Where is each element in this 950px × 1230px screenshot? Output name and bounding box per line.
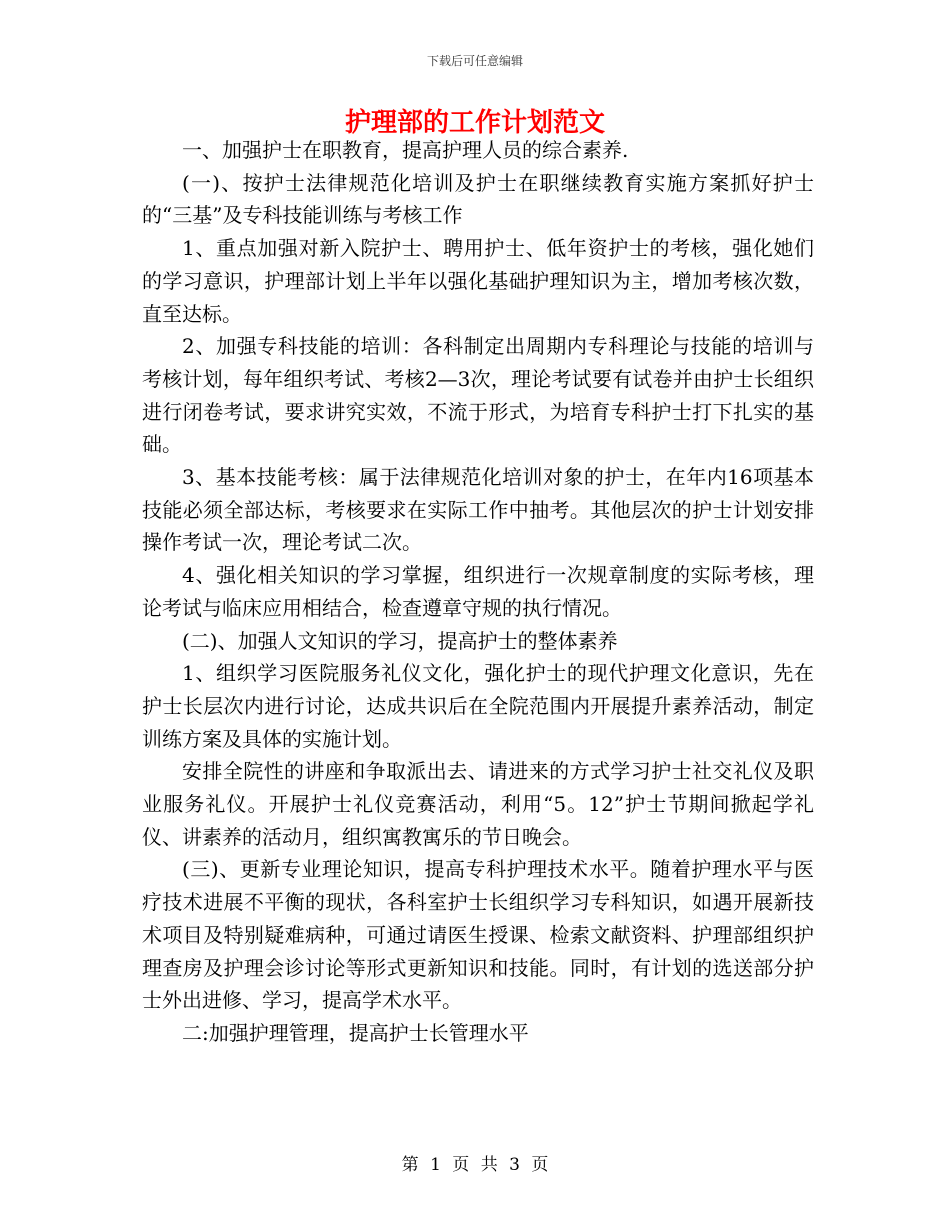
document-body — [142, 134, 814, 1050]
footer-total-unit: 页 — [531, 1155, 549, 1175]
footer-page-number: 1 — [430, 1155, 441, 1175]
paragraph-etiquette-activities: 安排全院性的讲座和争取派出去、请进来的方式学习护士社交礼仪及职业服务礼仪。开展护士礼仪竞赛活动，利用“5。12”护士节期间掀起学礼仪、讲素养的活动月，组织寓教寓乐的节日晚会。 — [142, 759, 814, 849]
footer-total-pages: 3 — [509, 1155, 520, 1175]
paragraph-item-3: 3、基本技能考核：属于法律规范化培训对象的护士，在年内16项基本技能必须全部达标，考核要求在实际工作中抽考。其他层次的护士计划安排操作考试一次，理论考试二次。 — [142, 465, 814, 555]
paragraph-subsection-1: (一)、按护士法律规范化培训及护士在职继续教育实施方案抓好护士的“三基”及专科技能训练与考核工作 — [142, 170, 814, 228]
paragraph-subsection-2: (二)、加强人文知识的学习，提高护士的整体素养 — [182, 628, 618, 653]
footer-total-label: 共 — [480, 1155, 498, 1175]
footer-page-label: 第 — [401, 1155, 419, 1175]
paragraph-item-2: 2、加强专科技能的培训：各科制定出周期内专科理论与技能的培训与考核计划，每年组织考试、考核2—3次，理论考试要有试卷并由护士长组织进行闭卷考试，要求讲究实效，不流于形式，为培育专科护士打下扎实的基础。 — [142, 334, 814, 457]
paragraph-item-1: 1、重点加强对新入院护士、聘用护士、低年资护士的考核，强化她们的学习意识，护理部计划上半年以强化基础护理知识为主，增加考核次数，直至达标。 — [142, 236, 814, 326]
footer-page-unit: 页 — [452, 1155, 470, 1175]
document-title: 护理部的工作计划范文 — [344, 108, 605, 138]
paragraph-section-2-heading: 二:加强护理管理，提高护士长管理水平 — [182, 1020, 529, 1045]
paragraph-etiquette-culture: 1、组织学习医院服务礼仪文化，强化护士的现代护理文化意识，先在护士长层次内进行讨论，达成共识后在全院范围内开展提升素养活动，制定训练方案及具体的实施计划。 — [142, 661, 814, 751]
paragraph-section-1-heading: 一、加强护士在职教育，提高护理人员的综合素养. — [182, 138, 629, 162]
header-note: 下载后可任意编辑 — [426, 54, 523, 68]
page-header — [0, 53, 950, 69]
paragraph-item-4: 4、强化相关知识的学习掌握，组织进行一次规章制度的实际考核，理论考试与临床应用相结合，检查遵章守规的执行情况。 — [142, 563, 814, 620]
page-footer — [0, 1154, 950, 1176]
paragraph-subsection-3: (三)、更新专业理论知识，提高专科护理技术水平。随着护理水平与医疗技术进展不平衡的现状，各科室护士长组织学习专科知识，如遇开展新技术项目及特别疑难病种，可通过请医生授课、检索文献资料、护理部组织护理查房及护理会诊讨论等形式更新知识和技能。同时，有计划的选送部分护士外出进修、学习，提高学术水平。 — [142, 857, 814, 1013]
